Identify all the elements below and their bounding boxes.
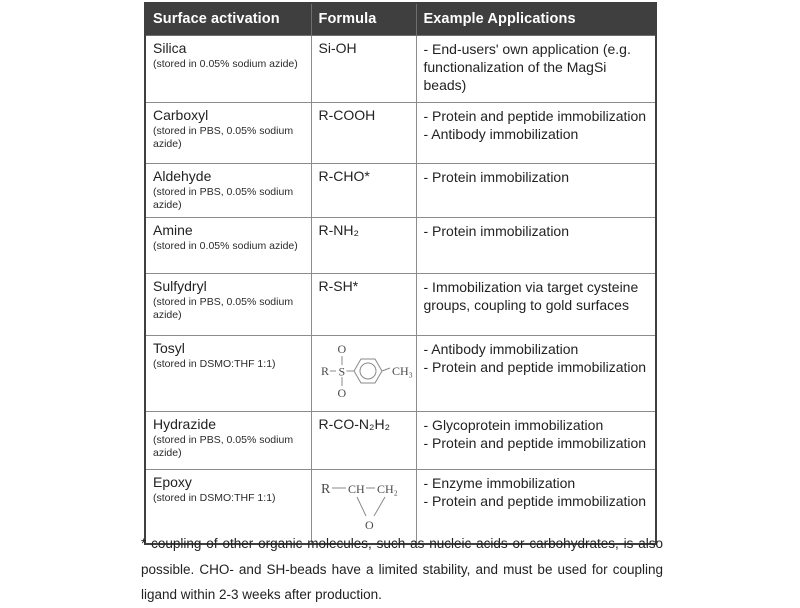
svg-text:O: O (337, 342, 346, 356)
svg-text:R: R (320, 364, 329, 378)
formula-cell (311, 218, 416, 274)
formula-cell (311, 412, 416, 470)
applications-cell (416, 103, 656, 164)
application-item: - Antibody immobilization (423, 126, 579, 142)
storage-note: (stored in DSMO:THF 1:1) (153, 492, 276, 504)
storage-note: (stored in PBS, 0.05% sodium azide) (153, 125, 294, 150)
svg-text:R: R (320, 482, 330, 497)
storage-note: (stored in 0.05% sodium azide) (153, 58, 298, 70)
formula-cell (311, 274, 416, 336)
activation-name: Sulfydryl (153, 278, 207, 294)
activation-name: Silica (153, 40, 187, 56)
application-item: - Immobilization via target cysteine groups, coupling to gold surfaces (423, 279, 639, 313)
formula-cell (311, 336, 416, 412)
surface-activation-cell (145, 336, 311, 412)
activation-name: Aldehyde (153, 168, 212, 184)
formula-text: Si-OH (318, 40, 357, 56)
formula-cell (311, 103, 416, 164)
application-item: - Protein and peptide immobilization (423, 359, 647, 375)
storage-note: (stored in PBS, 0.05% sodium azide) (153, 186, 294, 211)
application-item: - Protein and peptide immobilization (423, 108, 647, 124)
surface-activation-cell (145, 103, 311, 164)
surface-activation-cell (145, 36, 311, 103)
epoxy-structure-diagram (319, 476, 417, 532)
footnote: * coupling of other organic molecules, such as nucleic acids or carbohydrates, is also possible. CHO- and SH-beads have a limited stability, and must be used for coupling ligand within 2-3 weeks after production. (141, 536, 663, 602)
header-surface-activation: Surface activation (145, 3, 311, 36)
activation-name: Epoxy (153, 474, 192, 490)
svg-text:CH₂: CH₂ (376, 482, 398, 496)
application-item: - Protein immobilization (423, 223, 569, 239)
header-example-applications: Example Applications (416, 3, 656, 36)
applications-cell (416, 336, 656, 412)
svg-text:S: S (338, 364, 345, 379)
table-row-carboxyl (145, 103, 656, 164)
table-row-silica (145, 36, 656, 103)
applications-cell (416, 412, 656, 470)
application-item: - Antibody immobilization (423, 341, 579, 357)
application-item: - Protein immobilization (423, 169, 569, 185)
svg-text:CH: CH (347, 482, 365, 496)
applications-cell (416, 36, 656, 103)
svg-text:CH₃: CH₃ (391, 364, 413, 378)
surface-activation-cell (145, 218, 311, 274)
formula-cell (311, 36, 416, 103)
formula-text: R-CHO* (318, 168, 370, 184)
applications-cell (416, 274, 656, 336)
formula-text: R-SH* (318, 278, 359, 294)
application-item: - Glycoprotein immobilization (423, 417, 604, 433)
surface-activation-cell (145, 274, 311, 336)
activation-name: Tosyl (153, 340, 185, 356)
application-item: - End-users' own application (e.g. functionalization of the MagSi beads) (423, 41, 631, 93)
activation-name: Amine (153, 222, 193, 238)
table-row-amine (145, 218, 656, 274)
tosyl-structure-diagram (319, 342, 417, 400)
storage-note: (stored in 0.05% sodium azide) (153, 240, 298, 252)
applications-cell (416, 218, 656, 274)
table-row-aldehyde (145, 164, 656, 218)
surface-activation-cell (145, 412, 311, 470)
applications-cell (416, 164, 656, 218)
activation-name: Hydrazide (153, 416, 217, 432)
application-item: - Protein and peptide immobilization (423, 493, 647, 509)
surface-activation-table (144, 2, 657, 545)
activation-name: Carboxyl (153, 107, 209, 123)
svg-text:O: O (337, 386, 346, 400)
table-row-sulfydryl (145, 274, 656, 336)
surface-activation-cell (145, 164, 311, 218)
storage-note: (stored in PBS, 0.05% sodium azide) (153, 434, 294, 459)
application-item: - Enzyme immobilization (423, 475, 576, 491)
storage-note: (stored in DSMO:THF 1:1) (153, 358, 276, 370)
header-formula: Formula (311, 3, 416, 36)
storage-note: (stored in PBS, 0.05% sodium azide) (153, 296, 294, 321)
table-header-row (145, 3, 656, 36)
application-item: - Protein and peptide immobilization (423, 435, 647, 451)
formula-text: R-COOH (318, 107, 376, 123)
table-row-tosyl (145, 336, 656, 412)
formula-text: R-NH₂ (318, 222, 359, 238)
formula-cell (311, 164, 416, 218)
formula-text: R-CO-N₂H₂ (318, 416, 391, 432)
svg-text:O: O (364, 518, 374, 532)
table-row-hydrazide (145, 412, 656, 470)
